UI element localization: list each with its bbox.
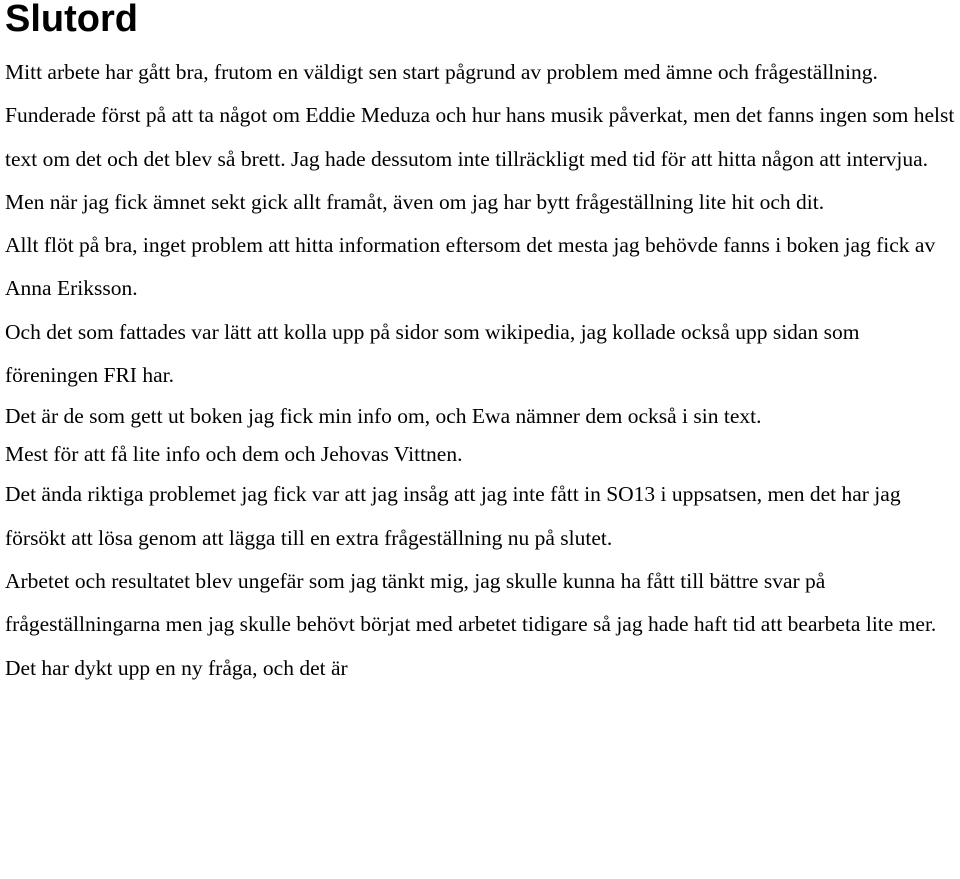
paragraph-6: Det är de som gett ut boken jag fick min info om, och Ewa nämner dem också i sin text. [5, 404, 762, 429]
paragraph-10: Det har dykt upp en ny fråga, och det är [5, 655, 348, 680]
document-page [5, 0, 955, 690]
document-body [5, 51, 955, 690]
paragraph-4: Allt flöt på bra, inget problem att hitta information eftersom det mesta jag behövde fanns i boken jag fick av Anna Eriksson. [5, 233, 936, 301]
paragraph-2: Funderade först på att ta något om Eddie Meduza och hur hans musik påverkat, men det fanns ingen som helst text om det och det blev så brett. Jag hade dessutom inte tillräckligt med tid för att hitta någon att intervjua. [5, 103, 955, 171]
paragraph-7: Mest för att få lite info och dem och Jehovas Vittnen. [5, 442, 463, 467]
paragraph-9: Arbetet och resultatet blev ungefär som jag tänkt mig, jag skulle kunna ha fått till bättre svar på frågeställningarna men jag skulle behövt börjat med arbetet tidigare så jag hade haft tid att bearbeta lite mer. [5, 568, 937, 637]
paragraph-1: Mitt arbete har gått bra, frutom en väldigt sen start pågrund av problem med ämne och frågeställning. [5, 60, 878, 84]
paragraph-8: Det ända riktiga problemet jag fick var att jag insåg att jag inte fått in SO13 i uppsatsen, men det har jag försökt att lösa genom att lägga till en extra frågeställning nu på slutet. [5, 482, 901, 550]
paragraph-5: Och det som fattades var lätt att kolla upp på sidor som wikipedia, jag kollade också upp sidan som föreningen FRI har. [5, 319, 860, 388]
paragraph-3: Men när jag fick ämnet sekt gick allt framåt, även om jag har bytt frågeställning lite hit och dit. [5, 189, 825, 214]
page-title: Slutord [5, 0, 138, 40]
